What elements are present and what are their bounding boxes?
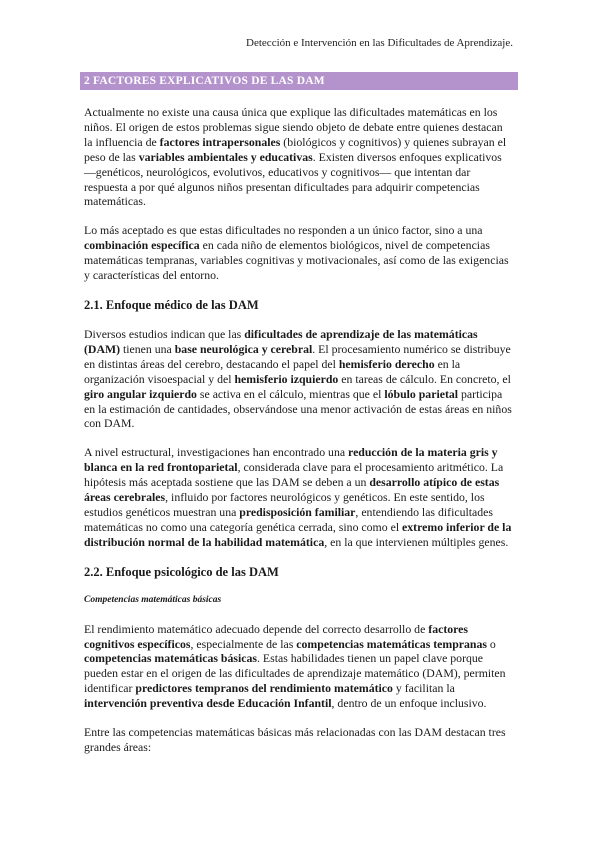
- bold-term: competencias matemáticas básicas: [84, 651, 257, 666]
- text-run: , en la que intervienen múltiples genes.: [324, 534, 509, 549]
- bold-term: base neurológica y cerebral: [174, 341, 313, 356]
- text-run: A nivel estructural, investigaciones han encontrado una: [84, 445, 349, 460]
- bold-term: factores cognitivos específicos: [84, 621, 469, 651]
- bold-term: reducción de la materia gris y blanca en la red frontoparietal: [84, 445, 498, 475]
- bold-term: predisposición familiar: [239, 504, 356, 519]
- bold-term: giro angular izquierdo: [84, 386, 197, 401]
- bold-term: competencias matemáticas tempranas: [296, 636, 487, 651]
- heading-2-2: 2.2. Enfoque psicológico de las DAM: [84, 564, 279, 579]
- text-run: . Existen diversos enfoques explicativos —genéticos, neurológicos, evolutivos, educativos y cognitivos— que intentan dar respuesta a por qué algunos niños presentan dificultades para adquirir competencias matemáticas.: [84, 149, 502, 209]
- text-run: . El procesamiento numérico se distribuye en distintas áreas del cerebro, destacando el papel del: [84, 341, 511, 371]
- heading-2-1: 2.1. Enfoque médico de las DAM: [84, 297, 259, 312]
- bold-term: predictores tempranos del rendimiento matemático: [135, 681, 393, 696]
- text-run: , entendiendo las dificultades matemáticas no como una categoría genética cerrada, sino como el: [84, 504, 494, 534]
- text-run: (biológicos y cognitivos) y quienes subrayan el peso de las: [84, 134, 507, 164]
- text-run: . Estas habilidades tienen un papel clave porque pueden estar en el origen de las dificultades de aprendizaje matemático (DAM), permiten identificar: [84, 651, 506, 696]
- intro-paragraph-1: [84, 105, 514, 209]
- text-run: en cada niño de elementos biológicos, nivel de competencias matemáticas tempranas, variables cognitivas y motivacionales, así como de las exigencias y características del entorno.: [84, 238, 509, 283]
- bold-term: combinación específica: [84, 238, 200, 253]
- text-run: , influido por factores neurológicos y genéticos. En este sentido, los estudios genéticos muestran una: [84, 490, 485, 519]
- text-run: Lo más aceptado es que estas dificultades no responden a un único factor, sino a una: [84, 223, 483, 238]
- text-run: en tareas de cálculo. En concreto, el: [338, 371, 511, 386]
- bold-term: desarrollo atípico de estas áreas cerebrales: [84, 475, 500, 505]
- intro-paragraph-2: [84, 223, 514, 283]
- subheading-competencias: Competencias matemáticas básicas: [84, 594, 222, 605]
- text-run: se activa en el cálculo, mientras que el: [196, 386, 385, 401]
- bold-term: extremo inferior de la distribución normal de la habilidad matemática: [84, 519, 512, 549]
- text-run: tienen una: [120, 341, 175, 356]
- running-header: Detección e Intervención en las Dificultades de Aprendizaje.: [246, 37, 513, 49]
- bold-term: hemisferio izquierdo: [234, 371, 339, 386]
- bold-term: dificultades de aprendizaje de las matemáticas (DAM): [84, 326, 478, 356]
- medical-paragraph-2: [84, 445, 514, 549]
- text-run: en la organización visoespacial y del: [84, 356, 461, 386]
- bold-term: lóbulo parietal: [384, 386, 459, 401]
- bold-term: intervención preventiva desde Educación Infantil: [84, 696, 332, 711]
- section-title: 2 FACTORES EXPLICATIVOS DE LAS DAM: [80, 72, 518, 90]
- text-run: Actualmente no existe una causa única que explique las dificultades matemáticas en los niños. El origen de estos problemas sigue siendo objeto de debate entre quienes destacan la influencia de: [84, 105, 503, 149]
- bold-term: hemisferio derecho: [338, 356, 435, 371]
- text-run: , especialmente de las: [190, 636, 297, 651]
- text-run: , considerada clave para el procesamiento aritmético. La hipótesis más aceptada sostiene que las DAM se deben a un: [84, 460, 504, 490]
- text-run: o: [486, 636, 496, 651]
- bold-term: factores intrapersonales: [159, 134, 281, 149]
- document-body: [84, 105, 514, 755]
- psych-paragraph-2: [84, 725, 514, 755]
- psych-paragraph-1: [84, 622, 514, 711]
- text-run: y facilitan la: [392, 681, 455, 696]
- medical-paragraph-1: [84, 327, 514, 431]
- bold-term: variables ambientales y educativas: [138, 149, 313, 164]
- text-run: Entre las competencias matemáticas básicas más relacionadas con las DAM destacan tres grandes áreas:: [84, 725, 506, 754]
- text-run: Diversos estudios indican que las: [84, 326, 245, 341]
- text-run: El rendimiento matemático adecuado depende del correcto desarrollo de: [84, 621, 429, 636]
- text-run: participa en la estimación de cantidades, observándose una menor activación de estas áreas en niños con DAM.: [84, 386, 512, 431]
- text-run: , dentro de un enfoque inclusivo.: [331, 696, 487, 711]
